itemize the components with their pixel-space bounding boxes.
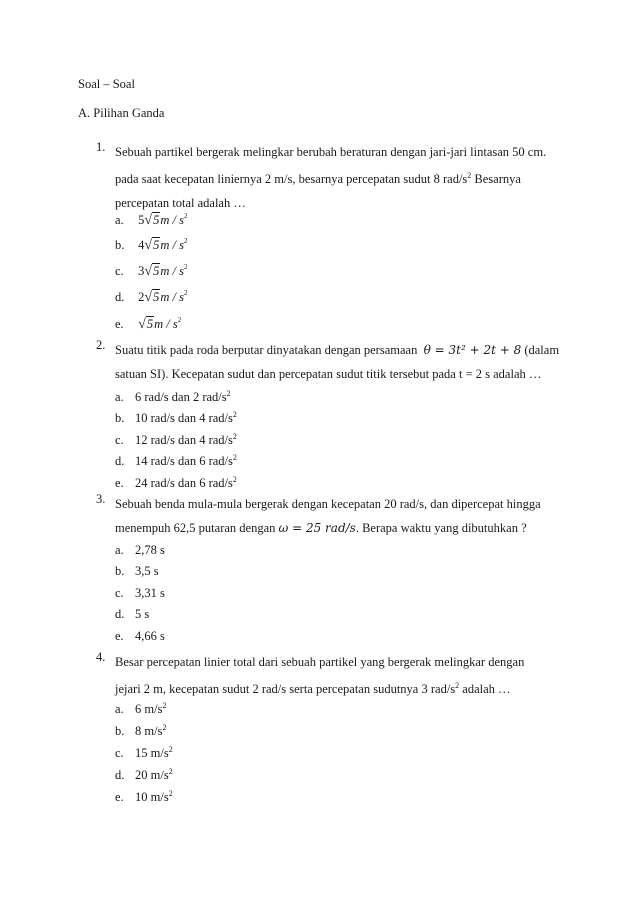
question-line <box>115 338 565 362</box>
question-number: 3. <box>96 492 106 506</box>
option-letter: d. <box>115 290 125 304</box>
question-text <box>115 492 565 540</box>
option-letter: c. <box>115 586 124 600</box>
option-b[interactable] <box>115 718 166 738</box>
text-segment: Besarnya <box>471 172 521 186</box>
option-text: 24 rad/s dan 6 rad/s <box>135 476 233 490</box>
option-text: 3,5 s <box>135 564 159 578</box>
unit: m / s <box>160 264 184 278</box>
unit: m / s <box>160 213 184 227</box>
superscript: 2 <box>467 171 472 180</box>
text-segment: Suatu titik pada roda berputar dinyatakan dengan persamaan <box>115 343 418 357</box>
option-text: 6 rad/s dan 2 rad/s <box>135 390 227 404</box>
text-segment: menempuh 62,5 putaran dengan <box>115 521 279 535</box>
option-b[interactable] <box>115 405 237 425</box>
option-text: 15 m/s <box>135 746 169 760</box>
option-letter: b. <box>115 411 125 425</box>
question-number: 4. <box>96 650 106 664</box>
radicand: 5 <box>146 317 154 331</box>
superscript: 2 <box>455 681 460 690</box>
exponent: 2 <box>183 212 188 220</box>
option-d[interactable] <box>115 762 173 782</box>
radicand: 5 <box>153 213 160 227</box>
option-text: 6 m/s <box>135 702 163 716</box>
option-e[interactable] <box>115 626 165 646</box>
option-text: 12 rad/s dan 4 rad/s <box>135 433 233 447</box>
option-e[interactable] <box>115 310 181 330</box>
option-letter: c. <box>115 433 124 447</box>
unit: m / s <box>154 317 178 331</box>
option-d[interactable] <box>115 604 149 624</box>
option-text: 3,31 s <box>135 586 165 600</box>
option-letter: e. <box>115 317 124 331</box>
option-letter: b. <box>115 238 125 252</box>
radicand: 5 <box>153 238 160 252</box>
option-a[interactable] <box>115 696 166 716</box>
superscript: 2 <box>226 389 231 398</box>
document-title: Soal – Soal <box>78 77 135 91</box>
option-coefficient: 2 <box>138 290 145 304</box>
text-segment: adalah … <box>459 682 511 696</box>
option-text: 10 rad/s dan 4 rad/s <box>135 411 233 425</box>
option-text: 5 s <box>135 607 150 621</box>
option-a[interactable] <box>115 384 231 404</box>
superscript: 2 <box>162 723 167 732</box>
option-b[interactable] <box>115 561 159 581</box>
question-line: satuan SI). Kecepatan sudut dan percepatan sudut titik tersebut pada t = 2 s adalah … <box>115 367 542 381</box>
radicand: 5 <box>153 264 160 278</box>
equation: ω = 25 rad/s <box>278 521 356 535</box>
option-letter: a. <box>115 702 124 716</box>
option-letter: a. <box>115 543 124 557</box>
text-segment: jejari 2 m, kecepatan sudut 2 rad/s serta percepatan sudutnya 3 rad/s <box>115 682 456 696</box>
option-c[interactable] <box>115 740 173 760</box>
superscript: 2 <box>168 789 173 798</box>
question-line: percepatan total adalah … <box>115 196 246 210</box>
option-letter: b. <box>115 564 125 578</box>
option-text: 14 rad/s dan 6 rad/s <box>135 454 233 468</box>
text-segment: (dalam <box>524 343 560 357</box>
superscript: 2 <box>232 432 237 441</box>
unit: m / s <box>160 290 184 304</box>
option-e[interactable] <box>115 784 173 804</box>
option-coefficient: 4 <box>138 238 145 252</box>
option-letter: d. <box>115 454 125 468</box>
option-text: 2,78 s <box>135 543 165 557</box>
sqrt-expression: √5 <box>144 238 160 253</box>
question-line <box>115 674 565 701</box>
question-line <box>115 516 565 540</box>
sqrt-expression: √5 <box>144 290 160 305</box>
sqrt-expression: √5 <box>144 264 160 279</box>
option-letter: d. <box>115 768 125 782</box>
superscript: 2 <box>168 745 173 754</box>
option-letter: c. <box>115 746 124 760</box>
exponent: 2 <box>183 263 188 271</box>
option-d[interactable] <box>115 448 237 468</box>
superscript: 2 <box>232 410 237 419</box>
option-letter: b. <box>115 724 125 738</box>
question-number: 2. <box>96 338 106 352</box>
option-text: 20 m/s <box>135 768 169 782</box>
equation: θ = 3t² + 2t + 8 <box>423 343 522 357</box>
option-letter: e. <box>115 629 124 643</box>
option-letter: d. <box>115 607 125 621</box>
question-text <box>115 338 565 386</box>
option-c[interactable] <box>115 427 237 447</box>
question-line: Besar percepatan linier total dari sebuah partikel yang bergerak melingkar dengan <box>115 655 525 669</box>
option-letter: c. <box>115 264 124 278</box>
radicand: 5 <box>153 290 160 304</box>
superscript: 2 <box>162 701 167 710</box>
option-c[interactable] <box>115 257 187 277</box>
exponent: 2 <box>183 289 188 297</box>
sqrt-expression: √5 <box>138 317 154 332</box>
question-text <box>115 140 565 215</box>
option-c[interactable] <box>115 583 165 603</box>
option-a[interactable] <box>115 206 187 226</box>
question-text <box>115 650 565 701</box>
text-segment: pada saat kecepatan liniernya 2 m/s, besarnya percepatan sudut 8 rad/s <box>115 172 468 186</box>
option-letter: e. <box>115 476 124 490</box>
superscript: 2 <box>232 475 237 484</box>
question-line <box>115 164 565 191</box>
option-letter: e. <box>115 790 124 804</box>
section-title: A. Pilihan Ganda <box>78 106 165 120</box>
option-e[interactable] <box>115 470 237 490</box>
unit: m / s <box>160 238 184 252</box>
option-coefficient: 5 <box>138 213 145 227</box>
sqrt-expression: √5 <box>144 213 160 228</box>
text-segment: . Berapa waktu yang dibutuhkan ? <box>355 521 527 535</box>
option-d[interactable] <box>115 283 187 303</box>
option-text: 4,66 s <box>135 629 165 643</box>
exponent: 2 <box>183 237 188 245</box>
option-a[interactable] <box>115 540 165 560</box>
option-letter: a. <box>115 390 124 404</box>
option-letter: a. <box>115 213 124 227</box>
option-coefficient: 3 <box>138 264 145 278</box>
question-line: Sebuah partikel bergerak melingkar berubah beraturan dengan jari-jari lintasan 50 cm. <box>115 145 547 159</box>
superscript: 2 <box>168 767 173 776</box>
option-text: 8 m/s <box>135 724 163 738</box>
option-text: 10 m/s <box>135 790 169 804</box>
option-b[interactable] <box>115 231 187 251</box>
exponent: 2 <box>177 316 182 324</box>
superscript: 2 <box>232 453 237 462</box>
question-number: 1. <box>96 140 106 154</box>
question-line: Sebuah benda mula-mula bergerak dengan kecepatan 20 rad/s, dan dipercepat hingga <box>115 497 541 511</box>
